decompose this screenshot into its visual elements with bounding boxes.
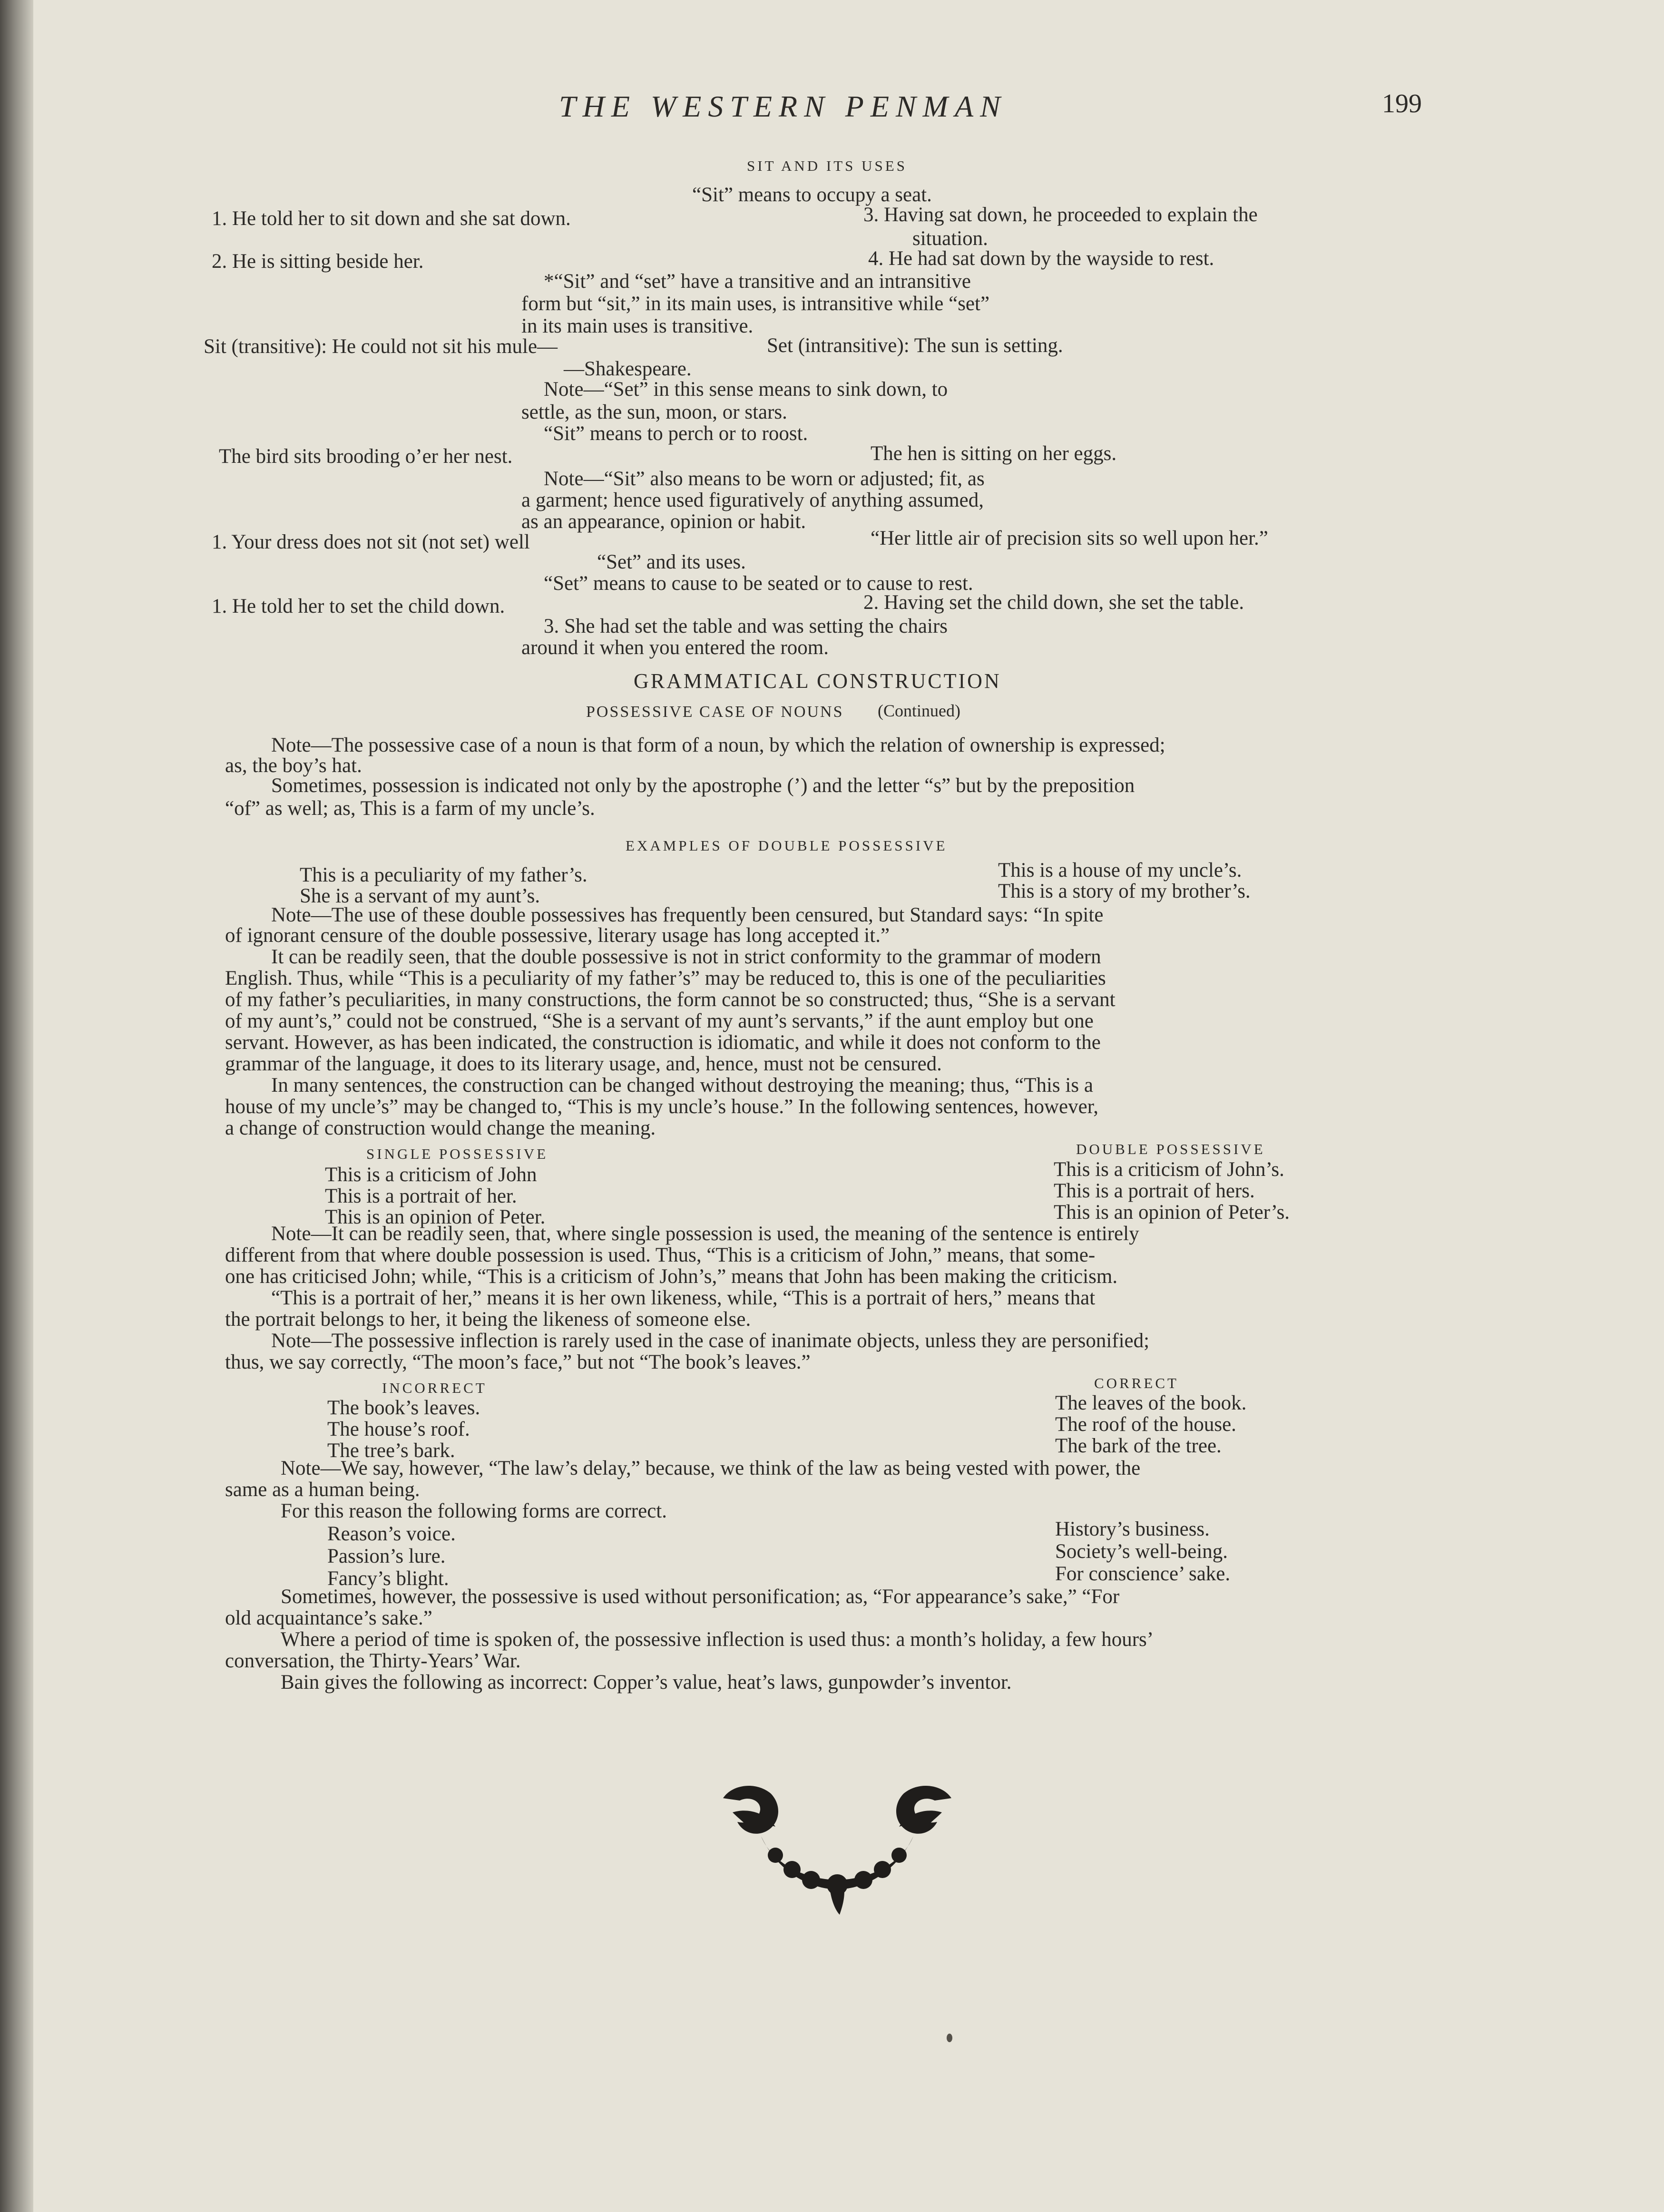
text-line: For conscience’ sake. — [1055, 1563, 1231, 1585]
text-line: This is an opinion of Peter’s. — [1054, 1201, 1290, 1223]
text-line: English. Thus, while “This is a peculiarity of my father’s” may be reduced to, this is one of the peculiarities — [225, 967, 1106, 989]
text-line: Where a period of time is spoken of, the possessive inflection is used thus: a month’s holiday, a few hours’ — [281, 1628, 1154, 1651]
text-line: Fancy’s blight. — [327, 1567, 449, 1590]
text-line: The hen is sitting on her eggs. — [871, 442, 1117, 465]
examples-heading: EXAMPLES OF DOUBLE POSSESSIVE — [626, 837, 948, 854]
text-line: “Sit” means to perch or to roost. — [544, 422, 808, 445]
incorrect-heading: INCORRECT — [382, 1380, 487, 1396]
text-line: In many sentences, the construction can be changed without destroying the meaning; thus, “This is a — [271, 1074, 1093, 1096]
book-spine-shadow — [0, 0, 33, 2212]
text-line: as, the boy’s hat. — [225, 754, 362, 777]
text-line: —Shakespeare. — [564, 358, 692, 380]
page-mark — [947, 2034, 952, 2042]
text-line: “Sit” means to occupy a seat. — [692, 184, 932, 206]
text-line: same as a human being. — [225, 1478, 420, 1501]
text-line: 1. He told her to sit down and she sat down. — [212, 207, 571, 230]
text-line: 4. He had sat down by the wayside to rest. — [868, 247, 1214, 270]
text-line: of my father’s peculiarities, in many constructions, the form cannot be so constructed; thus, “She is a servant — [225, 989, 1116, 1011]
section-title-sit: SIT AND ITS USES — [747, 157, 907, 174]
text-line: “Set” and its uses. — [597, 551, 746, 573]
correct-heading: CORRECT — [1094, 1375, 1179, 1391]
text-line: Note—“Sit” also means to be worn or adjusted; fit, as — [544, 468, 985, 490]
text-line: This is a criticism of John’s. — [1054, 1158, 1284, 1181]
text-line: 1. Your dress does not sit (not set) well — [212, 531, 530, 553]
text-line: around it when you entered the room. — [521, 636, 829, 659]
text-line: thus, we say correctly, “The moon’s face,” but not “The book’s leaves.” — [225, 1351, 811, 1373]
text-line: 2. He is sitting beside her. — [212, 250, 424, 273]
text-line: 3. She had set the table and was setting the chairs — [544, 615, 948, 637]
text-line: She is a servant of my aunt’s. — [300, 885, 540, 907]
text-line: Sometimes, possession is indicated not only by the apostrophe (’) and the letter “s” but by the preposition — [271, 774, 1135, 797]
text-line: one has criticised John; while, “This is a criticism of John’s,” means that John has been making the criticism. — [225, 1265, 1118, 1288]
text-line: Note—It can be readily seen, that, where single possession is used, the meaning of the sentence is entirely — [271, 1223, 1139, 1245]
text-line: The house’s roof. — [327, 1418, 470, 1440]
text-line: Society’s well-being. — [1055, 1540, 1228, 1563]
text-line: the portrait belongs to her, it being the likeness of someone else. — [225, 1308, 751, 1331]
text-line: This is a portrait of hers. — [1054, 1180, 1255, 1202]
text-line: conversation, the Thirty-Years’ War. — [225, 1650, 521, 1672]
text-line: 2. Having set the child down, she set the table. — [863, 591, 1244, 614]
text-line: 1. He told her to set the child down. — [212, 595, 505, 617]
section-subtitle-note: (Continued) — [878, 701, 960, 720]
text-line: servant. However, as has been indicated, the construction is idiomatic, and while it does not conform to the — [225, 1031, 1101, 1054]
text-line: form but “sit,” in its main uses, is intransitive while “set” — [521, 293, 990, 315]
text-line: This is a portrait of her. — [325, 1185, 517, 1207]
text-line: *“Sit” and “set” have a transitive and an intransitive — [544, 270, 971, 293]
text-line: grammar of the language, it does to its literary usage, and, hence, must not be censured. — [225, 1053, 942, 1075]
text-line: Passion’s lure. — [327, 1545, 446, 1567]
text-line: Note—The use of these double possessives has frequently been censured, but Standard says: “In spite — [271, 904, 1104, 926]
text-line: Note—“Set” in this sense means to sink down, to — [544, 378, 948, 401]
text-line: Note—The possessive case of a noun is that form of a noun, by which the relation of ownership is expressed; — [271, 734, 1165, 756]
text-line: different from that where double possession is used. Thus, “This is a criticism of John,” means, that some- — [225, 1244, 1096, 1266]
text-line: History’s business. — [1055, 1518, 1210, 1540]
text-line: Set (intransitive): The sun is setting. — [767, 334, 1063, 357]
section-subtitle: POSSESSIVE CASE OF NOUNS — [586, 703, 844, 721]
text-line: For this reason the following forms are correct. — [281, 1500, 667, 1522]
text-line: a garment; hence used figuratively of anything assumed, — [521, 489, 984, 511]
text-line: This is a peculiarity of my father’s. — [300, 864, 587, 886]
text-line: This is a story of my brother’s. — [998, 880, 1251, 902]
text-line: old acquaintance’s sake.” — [225, 1607, 432, 1629]
text-line: The book’s leaves. — [327, 1397, 480, 1419]
text-line: This is an opinion of Peter. — [325, 1206, 546, 1228]
running-title: THE WESTERN PENMAN — [559, 89, 1007, 123]
page-number: 199 — [1382, 89, 1422, 118]
text-line: Reason’s voice. — [327, 1523, 456, 1545]
text-line: It can be readily seen, that the double possessive is not in strict conformity to the grammar of modern — [271, 946, 1101, 968]
text-line: in its main uses is transitive. — [521, 315, 754, 337]
text-line: house of my uncle’s” may be changed to, “This is my uncle’s house.” In the following sentences, however, — [225, 1096, 1099, 1118]
single-possessive-heading: SINGLE POSSESSIVE — [366, 1145, 548, 1162]
text-line: Sit (transitive): He could not sit his mule— — [204, 335, 558, 358]
double-possessive-heading: DOUBLE POSSESSIVE — [1076, 1141, 1265, 1157]
text-line: This is a house of my uncle’s. — [998, 859, 1242, 881]
text-line: “Her little air of precision sits so well upon her.” — [871, 527, 1268, 549]
text-line: of ignorant censure of the double possessive, literary usage has long accepted it.” — [225, 924, 890, 947]
text-line: a change of construction would change the meaning. — [225, 1117, 656, 1139]
text-line: Note—We say, however, “The law’s delay,” because, we think of the law as being vested with power, the — [281, 1457, 1141, 1479]
garland-with-masks-ornament-icon — [704, 1779, 970, 1917]
text-line: of my aunt’s,” could not be construed, “She is a servant of my aunt’s servants,” if the aunt employ but one — [225, 1010, 1094, 1032]
text-line: This is a criticism of John — [325, 1164, 537, 1186]
text-line: The bark of the tree. — [1055, 1435, 1222, 1457]
text-line: The roof of the house. — [1055, 1413, 1236, 1436]
text-line: 3. Having sat down, he proceeded to explain the — [863, 204, 1258, 226]
text-line: “Set” means to cause to be seated or to cause to rest. — [544, 572, 973, 595]
text-line: as an appearance, opinion or habit. — [521, 510, 806, 533]
text-line: settle, as the sun, moon, or stars. — [521, 401, 787, 423]
text-line: Note—The possessive inflection is rarely used in the case of inanimate objects, unless they are personified; — [271, 1330, 1150, 1352]
text-line: Bain gives the following as incorrect: Copper’s value, heat’s laws, gunpowder’s inventor. — [281, 1671, 1012, 1693]
text-line: The leaves of the book. — [1055, 1392, 1247, 1414]
text-line: The tree’s bark. — [327, 1439, 455, 1462]
text-line: The bird sits brooding o’er her nest. — [219, 445, 513, 468]
section-title-grammar: GRAMMATICAL CONSTRUCTION — [634, 669, 1001, 693]
text-line: Sometimes, however, the possessive is used without personification; as, “For appearance’s sake,” “For — [281, 1586, 1120, 1608]
text-line: “of” as well; as, This is a farm of my uncle’s. — [225, 797, 595, 820]
text-line: situation. — [912, 227, 988, 250]
text-line: “This is a portrait of her,” means it is her own likeness, while, “This is a portrait of hers,” means that — [271, 1287, 1096, 1309]
